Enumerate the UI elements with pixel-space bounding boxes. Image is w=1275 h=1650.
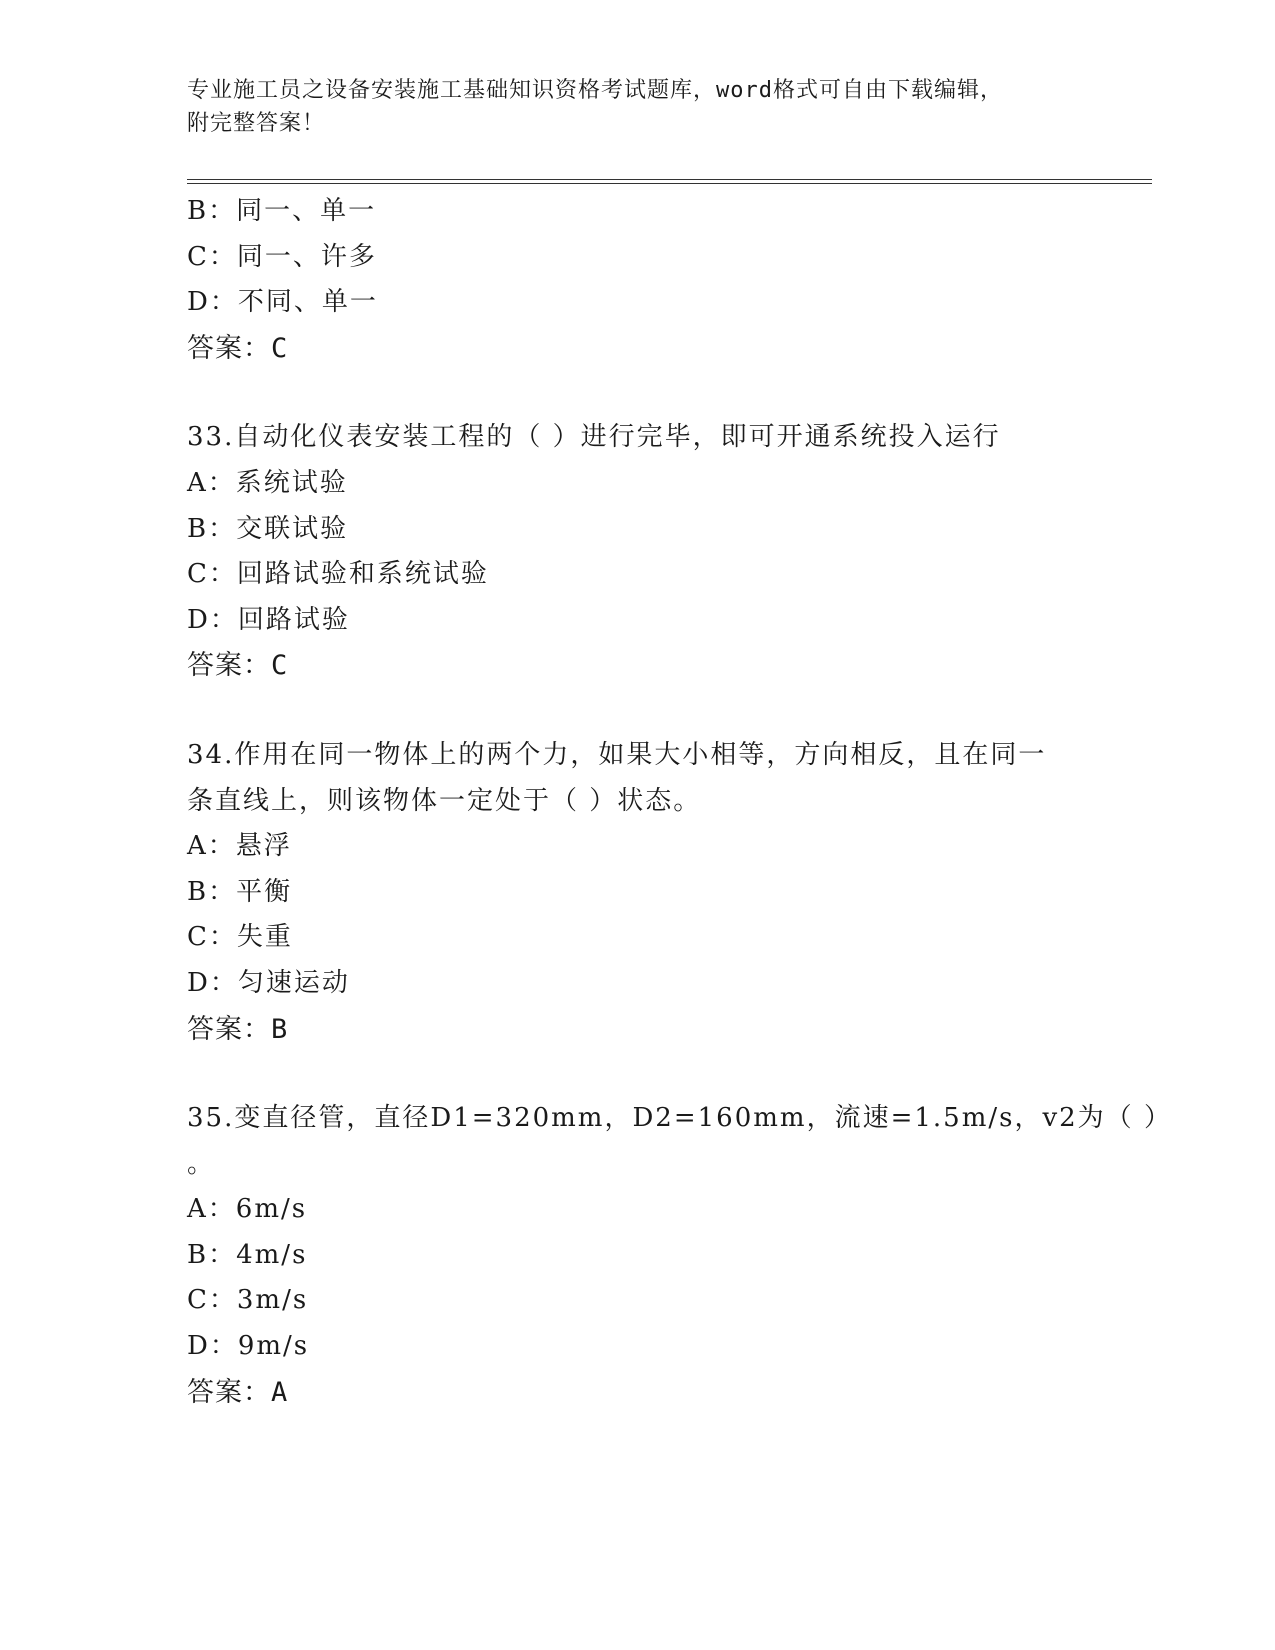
option-d: D：回路试验: [187, 604, 350, 635]
option-a: A：6m/s: [187, 1194, 308, 1225]
option-d: D：9m/s: [187, 1331, 310, 1362]
option-d: D：匀速运动: [187, 967, 350, 998]
answer-line: 答案：C: [187, 332, 289, 364]
question-stem-continued: 条直线上，则该物体一定处于（ ）状态。: [187, 785, 702, 816]
option-a: A：悬浮: [187, 831, 292, 862]
option-c: C：失重: [187, 922, 293, 953]
option-c: C：3m/s: [187, 1285, 309, 1316]
header-rule-bottom: [187, 183, 1152, 184]
header-rule-top: [187, 179, 1152, 180]
question-33: [187, 415, 1087, 689]
question-stem: 35.变直径管，直径D1=320mm，D2=160mm，流速=1.5m/s，v2为（ ）: [187, 1103, 1172, 1134]
header-line-2: 附完整答案！: [187, 111, 326, 136]
question-stem: 34.作用在同一物体上的两个力，如果大小相等，方向相反，且在同一: [187, 739, 1047, 770]
question-34: [187, 733, 1087, 1052]
document-header: [187, 74, 1067, 140]
header-line-1: 专业施工员之设备安装施工基础知识资格考试题库，word格式可自由下载编辑，: [187, 78, 1003, 103]
question-stem-continued: 。: [187, 1148, 216, 1179]
option-b: B：平衡: [187, 876, 293, 907]
question-stem: 33.自动化仪表安装工程的（ ）进行完毕，即可开通系统投入运行: [187, 422, 1001, 453]
option-b: B：同一、单一: [187, 196, 377, 226]
option-b: B：4m/s: [187, 1239, 308, 1270]
option-c: C：同一、许多: [187, 241, 377, 272]
question-list: [187, 189, 1172, 1415]
answer-line: 答案：A: [187, 1376, 289, 1408]
option-c: C：回路试验和系统试验: [187, 559, 489, 590]
option-d: D：不同、单一: [187, 287, 378, 318]
option-b: B：交联试验: [187, 513, 349, 544]
option-a: A：系统试验: [187, 467, 348, 498]
answer-line: 答案：B: [187, 1013, 289, 1045]
answer-line: 答案：C: [187, 650, 289, 682]
question-35: [187, 1096, 1172, 1415]
question-32-continued: [187, 189, 1087, 371]
